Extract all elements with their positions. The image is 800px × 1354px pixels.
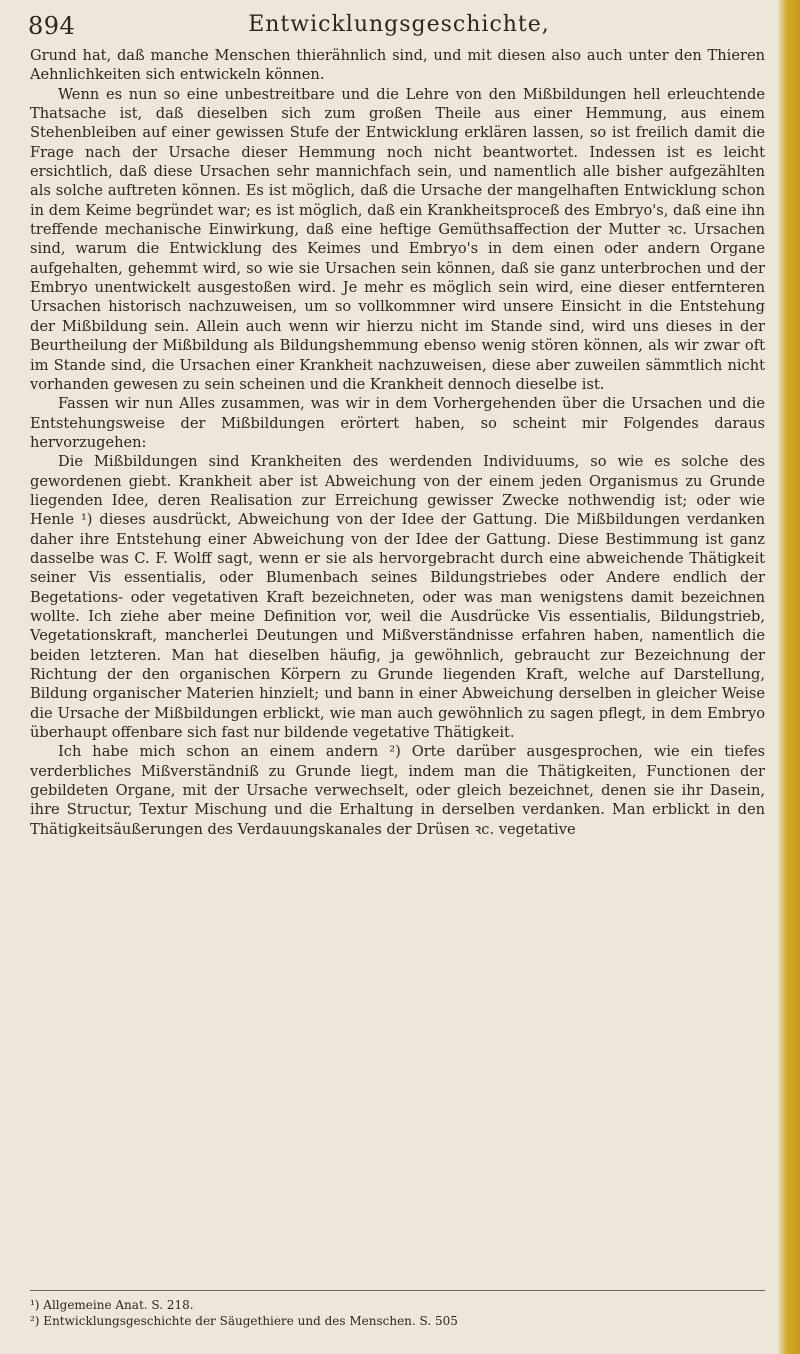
footnote: ²) Entwicklungsgeschichte der Säugethiere und des Menschen. S. 505 [30,1314,458,1328]
page-header [28,12,770,46]
paragraph: Wenn es nun so eine unbestreitbare und die Lehre von den Mißbildungen hell erleuchtende Thatsache ist, daß dieselben sich zum großen Theile aus einer Hemmung, aus einem Stehenbleiben auf einer gewissen Stufe der Entwicklung erklären lassen, so ist freilich damit die Frage nach der Ursache dieser Hemmung noch nicht beantwortet. Indessen ist es leicht ersichtlich, daß diese Ursachen sehr mannichfach sein, und namentlich alle bisher aufgezählten als solche auftreten können. Es ist möglich, daß die Ursache der mangelhaften Entwicklung schon in dem Keime begründet war; es ist möglich, daß ein Krankheitsproceß des Embryo's, daß eine ihn treffende mechanische Einwirkung, daß eine heftige Gemüthsaffection der Mutter ꝛc. Ursachen sind, warum die Entwicklung des Keimes und Embryo's in dem einen oder andern Organe aufgehalten, gehemmt wird, so wie sie Ursachen sein können, daß sie ganz unterbrochen und der Embryo unentwickelt ausgestoßen wird. Je mehr es möglich sein wird, eine dieser entfernteren Ursachen historisch nachzuweisen, um so vollkommner wird unsere Einsicht in die Entstehung der Mißbildung sein. Allein auch wenn wir hierzu nicht im Stande sind, wird uns dieses in der Beurtheilung der Mißbildung als Bildungshemmung ebenso wenig stören können, als wir zwar oft im Stande sind, die Ursachen einer Krankheit nachzuweisen, diese aber zuweilen sämmtlich nicht vorhanden gewesen zu sein scheinen und die Krankheit dennoch dieselbe ist. [30,85,765,393]
paragraph: Ich habe mich schon an einem andern ²) Orte darüber ausgesprochen, wie ein tiefes verderbliches Mißverständniß zu Grunde liegt, indem man die Thätigkeiten, Functionen der gebildeten Organe, mit der Ursache verwechselt, oder gleich bezeichnet, denen sie ihr Dasein, ihre Structur, Textur Mischung und die Erhaltung in derselben verdanken. Man erblickt in den Thätigkeitsäußerungen des Verdauungskanales der Drüsen ꝛc. vegetative [30,743,765,838]
footnote: ¹) Allgemeine Anat. S. 218. [30,1298,194,1312]
page-number: 894 [28,12,76,40]
footnotes [30,1290,765,1329]
page-edge-binding [778,0,800,1354]
running-title: Entwicklungsgeschichte, [248,12,550,37]
paragraph: Fassen wir nun Alles zusammen, was wir in dem Vorhergehenden über die Ursachen und die Entstehungsweise der Mißbildungen erörtert haben, so scheint mir Folgendes daraus hervorzugehen: [30,395,765,451]
body-text [30,46,765,839]
paragraph: Die Mißbildungen sind Krankheiten des werdenden Individuums, so wie es solche des gewordenen giebt. Krankheit aber ist Abweichung von der einem jeden Organismus zu Grunde liegenden Idee, deren Realisation zur Erreichung gewisser Zwecke nothwendig ist; oder wie Henle ¹) dieses ausdrückt, Abweichung von der Idee der Gattung. Die Mißbildungen verdanken daher ihre Entstehung einer Abweichung von der Idee der Gattung. Diese Bestimmung ist ganz dasselbe was C. F. Wolff sagt, wenn er sie als hervorgebracht durch eine abweichende Thätigkeit seiner Vis essentialis, oder Blumenbach seines Bildungstriebes oder Andere endlich der Begetations- oder vegetativen Kraft bezeichneten, oder was man wenigstens damit bezeichnen wollte. Ich ziehe aber meine Definition vor, weil die Ausdrücke Vis essentialis, Bildungstrieb, Vegetationskraft, mancherlei Deutungen und Mißverständnisse erfahren haben, namentlich die beiden letzteren. Man hat dieselben häufig, ja gewöhnlich, gebraucht zur Bezeichnung der Richtung der den organischen Körpern zu Grunde liegenden Kraft, welche auf Darstellung, Bildung organischer Materien hinzielt; und bann in einer Abweichung derselben in gleicher Weise die Ursache der Mißbildungen erblickt, wie man auch gewöhnlich zu sagen pflegt, in dem Embryo überhaupt offenbare sich fast nur bildende vegetative Thätigkeit. [30,453,765,742]
paragraph: Grund hat, daß manche Menschen thierähnlich sind, und mit diesen also auch unter den Thieren Aehnlichkeiten sich entwickeln können. [30,47,765,84]
